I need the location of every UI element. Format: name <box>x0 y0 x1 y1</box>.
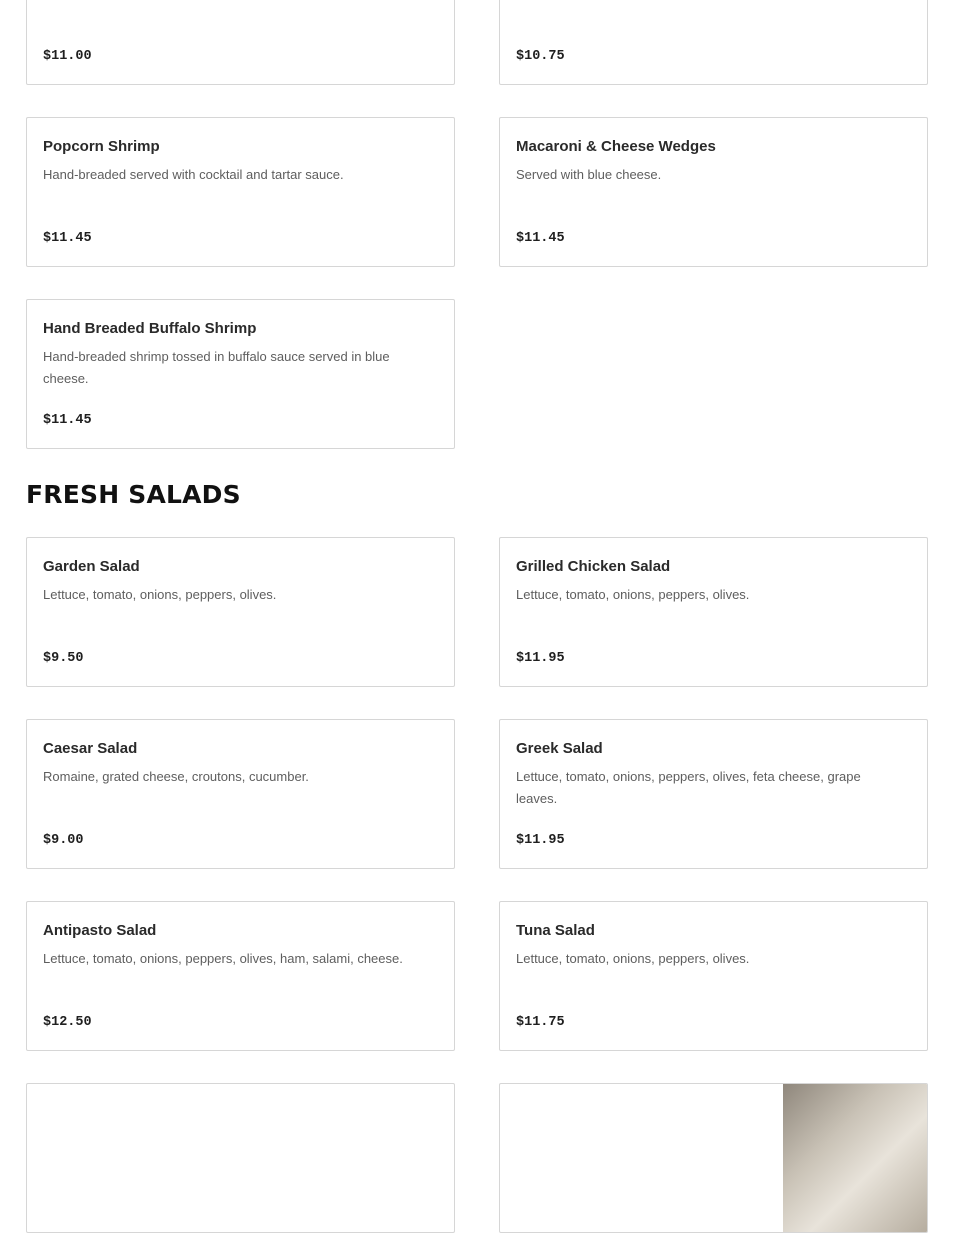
menu-item-description: Lettuce, tomato, onions, peppers, olives. <box>516 587 750 602</box>
menu-item-card[interactable] <box>499 1083 928 1233</box>
menu-item-card[interactable] <box>499 117 928 267</box>
menu-item-description: Lettuce, tomato, onions, peppers, olives, feta cheese, grape leaves. <box>516 769 861 806</box>
menu-item-card[interactable] <box>499 719 928 869</box>
menu-item-photo <box>783 1084 927 1232</box>
menu-item-card[interactable] <box>26 117 455 267</box>
menu-item-description: Lettuce, tomato, onions, peppers, olives. <box>43 587 277 602</box>
menu-item-price: $11.95 <box>516 833 565 848</box>
menu-item-name: Caesar Salad <box>43 740 138 757</box>
menu-item-price: $10.75 <box>516 49 565 64</box>
menu-item-description: Lettuce, tomato, onions, peppers, olives. <box>516 951 750 966</box>
menu-item-card[interactable] <box>26 299 455 449</box>
menu-item-description: Hand-breaded shrimp tossed in buffalo sauce served in blue cheese. <box>43 349 390 386</box>
menu-item-price: $11.75 <box>516 1015 565 1030</box>
menu-item-card[interactable] <box>499 0 928 85</box>
menu-item-price: $11.95 <box>516 651 565 666</box>
menu-item-price: $11.45 <box>43 413 92 428</box>
menu-item-name: Grilled Chicken Salad <box>516 558 671 575</box>
menu-item-name: Tuna Salad <box>516 922 595 939</box>
menu-item-card[interactable] <box>26 0 455 85</box>
menu-item-card[interactable] <box>26 1083 455 1233</box>
menu-item-description: Lettuce, tomato, onions, peppers, olives, ham, salami, cheese. <box>43 951 403 966</box>
menu-item-name: Antipasto Salad <box>43 922 157 939</box>
menu-item-name: Macaroni & Cheese Wedges <box>516 138 716 155</box>
menu-item-price: $11.00 <box>43 49 92 64</box>
section-title: FRESH SALADS <box>26 480 241 509</box>
menu-item-price: $11.45 <box>516 231 565 246</box>
menu-item-card[interactable] <box>499 901 928 1051</box>
menu-item-description: Served with blue cheese. <box>516 167 662 182</box>
menu-item-card[interactable] <box>499 537 928 687</box>
menu-item-card[interactable] <box>26 719 455 869</box>
menu-item-description: Romaine, grated cheese, croutons, cucumber. <box>43 769 309 784</box>
menu-item-name: Garden Salad <box>43 558 140 575</box>
menu-item-name: Greek Salad <box>516 740 603 757</box>
menu-item-description: Hand-breaded served with cocktail and tartar sauce. <box>43 167 344 182</box>
menu-item-name: Popcorn Shrimp <box>43 138 160 155</box>
menu-item-name: Hand Breaded Buffalo Shrimp <box>43 320 257 337</box>
menu-item-price: $11.45 <box>43 231 92 246</box>
menu-item-price: $9.50 <box>43 651 84 666</box>
menu-item-card[interactable] <box>26 901 455 1051</box>
menu-item-price: $12.50 <box>43 1015 92 1030</box>
menu-item-card[interactable] <box>26 537 455 687</box>
menu-item-price: $9.00 <box>43 833 84 848</box>
